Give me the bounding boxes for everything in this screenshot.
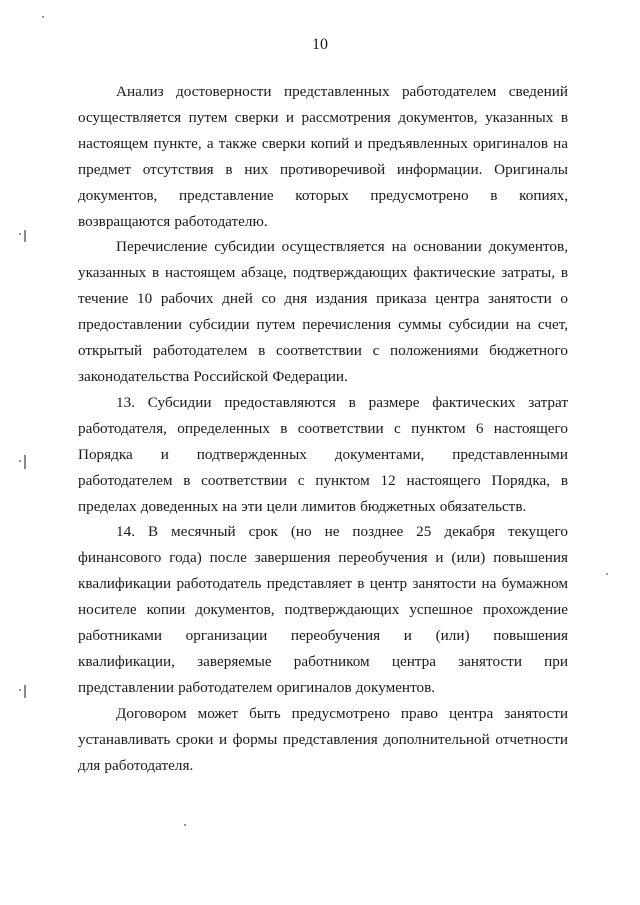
- scan-artifact-dot-2: [19, 460, 21, 462]
- paragraph-subsidy-transfer: Перечисление субсидии осуществляется на основании документов, указанных в настоящем абзаце, подтверждающих фактические затраты, в течение 10 рабочих дней со дня издания приказа центра занятости о предоставлении субсидии путем перечисления суммы субсидии на счет, открытый работодателем в соответствии с положениями бюджетного законодательства Российской Федерации.: [78, 238, 568, 385]
- page-number: 10: [312, 36, 328, 53]
- scan-artifact-dot-right: [606, 573, 608, 575]
- paragraph-verification: Анализ достоверности представленных работодателем сведений осуществляется путем сверки и рассмотрения документов, указанных в настоящем пункте, а также сверки копий и предъявленных оригиналов на предмет отсутствия в них противоречивой информации. Оригиналы документов, представление которых предусмотрено в копиях, возвращаются работодателю.: [78, 83, 568, 230]
- scan-artifact-mark-1: [24, 230, 26, 242]
- paragraph-item-13: 13. Субсидии предоставляются в размере фактических затрат работодателя, определенных в соответствии с пунктом 6 настоящего Порядка и подтвержденных документами, представленными работодателем в соответствии с пунктом 12 настоящего Порядка, в пределах доведенных на эти цели лимитов бюджетных обязательств.: [78, 393, 568, 515]
- document-body: [78, 79, 568, 778]
- scan-artifact-mark-3: [24, 685, 26, 698]
- scan-artifact-mark-2: [24, 455, 26, 469]
- scan-artifact-dot-1: [19, 233, 21, 235]
- scan-artifact-dot-bottom: [184, 824, 186, 826]
- paragraph-item-14: 14. В месячный срок (но не позднее 25 декабря текущего финансового года) после завершения переобучения и (или) повышения квалификации работодатель представляет в центр занятости на бумажном носителе копии документов, подтверждающих успешное прохождение работниками организации переобучения и (или) повышения квалификации, заверяемые работником центра занятости при представлении работодателем оригиналов документов.: [78, 523, 568, 696]
- scan-artifact-dot-top: [42, 16, 44, 18]
- paragraph-contract: Договором может быть предусмотрено право центра занятости устанавливать сроки и формы представления дополнительной отчетности для работодателя.: [78, 704, 568, 774]
- scan-artifact-dot-3: [19, 689, 21, 691]
